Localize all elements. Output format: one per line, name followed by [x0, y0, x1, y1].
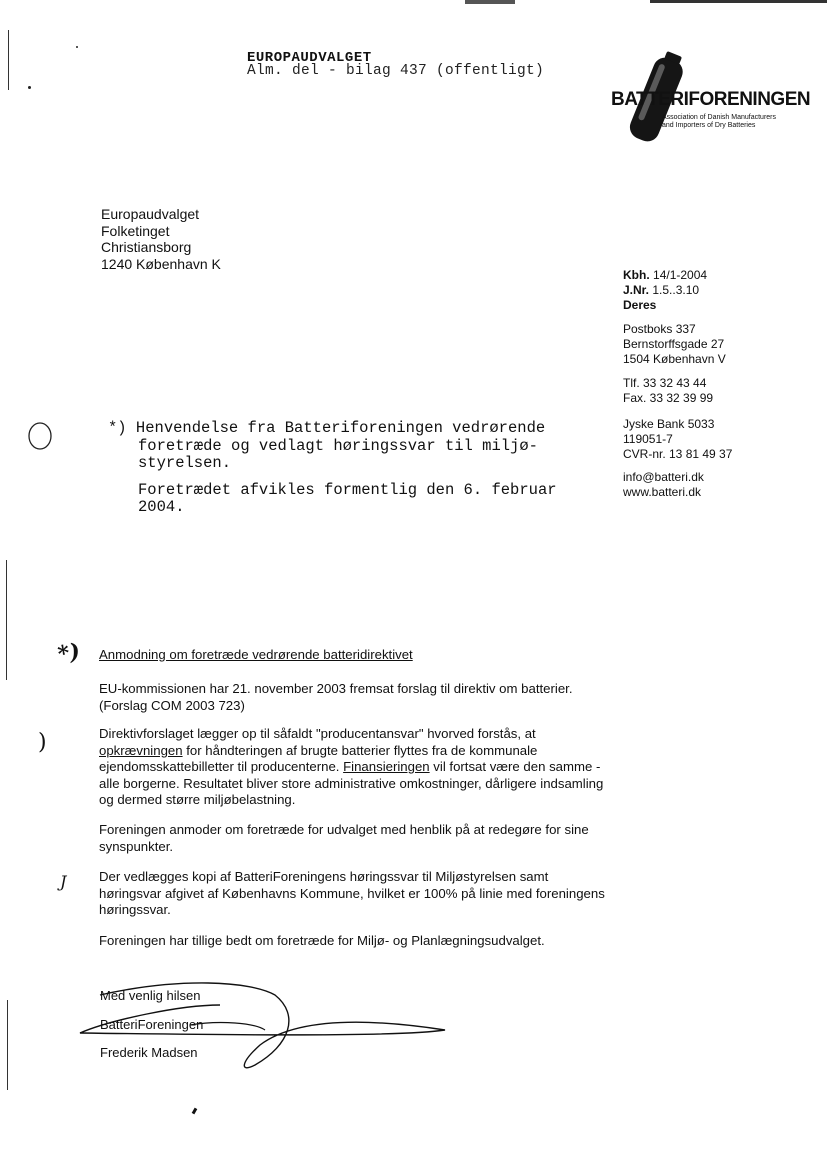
paragraph-1	[99, 681, 639, 714]
recipient-line: Europaudvalget	[101, 206, 200, 222]
paragraph-line: Foreningen har tillige bedt om foretræde for Miljø- og Planlægningsudvalget.	[99, 933, 545, 948]
deres-label: Deres	[623, 298, 657, 312]
paragraph-line: Direktivforslaget lægger op til såfaldt "producentansvar" hvorved forstås, at	[99, 726, 536, 741]
paragraph-5	[99, 933, 639, 950]
handwritten-margin-mark: )	[38, 730, 47, 755]
paragraph-text: ejendomsskattebilletter til producenterne.	[99, 759, 344, 774]
paragraph-line	[99, 743, 639, 760]
paragraph-line: (Forslag COM 2003 723)	[99, 697, 245, 713]
paragraph-line: og dermed større miljøbelastning.	[99, 792, 296, 807]
underlined-word: Finansieringen	[343, 759, 430, 774]
organization: BatteriForeningen	[100, 1017, 204, 1032]
paragraph-line: Foreningen anmoder om foretræde for udvalget med henblik på at redegøre for sine	[99, 822, 589, 837]
scan-margin-line	[6, 560, 7, 680]
paragraph-text: vil fortsat være den samme -	[429, 759, 601, 774]
deres-line	[623, 298, 707, 313]
kbh-line	[623, 268, 707, 283]
sidebar-address-line: Postboks 337	[623, 322, 696, 336]
recipient-line: Folketinget	[101, 222, 170, 239]
fax: Fax. 33 32 39 99	[623, 391, 714, 405]
sidebar-bank	[623, 417, 732, 462]
logo-tagline-line: and Importers of Dry Batteries	[662, 122, 756, 129]
paragraph-line	[99, 759, 639, 776]
scan-margin-line	[7, 1000, 8, 1090]
typed-note-line	[108, 420, 557, 438]
paragraph-line: høringsvar afgivet af Københavns Kommune, hvilket er 100% på linie med foreningens	[99, 885, 605, 901]
scan-speck	[76, 46, 78, 48]
stamp-subtitle: Alm. del - bilag 437 (offentligt)	[247, 63, 545, 79]
bank-line: CVR-nr. 13 81 49 37	[623, 447, 733, 461]
sidebar-phone	[623, 376, 713, 406]
paragraph-line: EU-kommissionen har 21. november 2003 fremsat forslag til direktiv om batterier.	[99, 681, 573, 696]
hole-punch-mark	[26, 420, 54, 452]
sidebar-contact	[623, 470, 704, 500]
scan-speck	[28, 86, 31, 89]
phone: Tlf. 33 32 43 44	[623, 376, 707, 390]
scan-speck	[192, 1108, 198, 1115]
paragraph-3	[99, 822, 639, 855]
paragraph-4	[99, 869, 639, 919]
recipient-address	[101, 206, 221, 272]
handwritten-asterisk: *)	[55, 638, 83, 668]
logo-tagline-line: Association of Danish Manufacturers	[662, 114, 776, 121]
paragraph-2	[99, 726, 639, 809]
typed-note-line: foretræde og vedlagt høringssvar til miljø-	[138, 436, 538, 455]
signer-name: Frederik Madsen	[100, 1045, 198, 1060]
web-link[interactable]: www.batteri.dk	[623, 485, 702, 499]
jnr-line	[623, 283, 707, 298]
paragraph-line: synspunkter.	[99, 838, 174, 854]
scan-mark	[650, 0, 827, 3]
signature-scribble	[70, 975, 460, 1075]
typed-note-line: Foretrædet afvikles formentlig den 6. februar	[138, 480, 557, 499]
handwritten-margin-mark: J	[60, 872, 67, 891]
sidebar-address-line: Bernstorffsgade 27	[623, 337, 725, 351]
jnr-label: J.Nr.	[623, 283, 650, 297]
closing: Med venlig hilsen	[100, 988, 201, 1003]
letter-heading: Anmodning om foretræde vedrørende batteridirektivet	[99, 647, 413, 662]
typed-note-line: 2004.	[138, 498, 185, 516]
paragraph-line: høringssvar.	[99, 902, 171, 917]
jnr-value: 1.5..3.10	[652, 283, 700, 297]
bank-line: Jyske Bank 5033	[623, 417, 715, 431]
stamp-title: EUROPAUDVALGET	[247, 50, 372, 66]
paragraph-line: alle borgerne. Resultatet bliver store administrative omkostninger, dårligere indsamling	[99, 775, 604, 791]
paragraph-text: for håndteringen af brugte batterier flyttes fra de kommunale	[182, 742, 538, 758]
scan-mark	[465, 0, 515, 4]
sidebar-reference	[623, 268, 707, 313]
kbh-label: Kbh.	[623, 268, 650, 282]
typed-note-line: styrelsen.	[138, 454, 232, 472]
typed-note-text: Henvendelse fra Batteriforeningen vedrørende	[135, 419, 546, 437]
recipient-line: 1240 København K	[101, 255, 221, 272]
kbh-value: 14/1-2004	[653, 268, 708, 282]
sidebar-address	[623, 322, 726, 367]
logo-tagline	[662, 114, 776, 130]
underlined-word: opkrævningen	[99, 742, 183, 758]
typed-note	[108, 420, 557, 517]
bank-line: 119051-7	[623, 432, 673, 446]
scan-margin-line	[8, 30, 9, 90]
sidebar-address-line: 1504 København V	[623, 352, 726, 366]
logo-name: BATTERIFORENINGEN	[611, 89, 811, 110]
paragraph-line: Der vedlægges kopi af BatteriForeningens høringssvar til Miljøstyrelsen samt	[99, 869, 549, 884]
recipient-line: Christiansborg	[101, 239, 192, 255]
typed-note-marker: *)	[108, 419, 127, 437]
email-link[interactable]: info@batteri.dk	[623, 470, 704, 484]
